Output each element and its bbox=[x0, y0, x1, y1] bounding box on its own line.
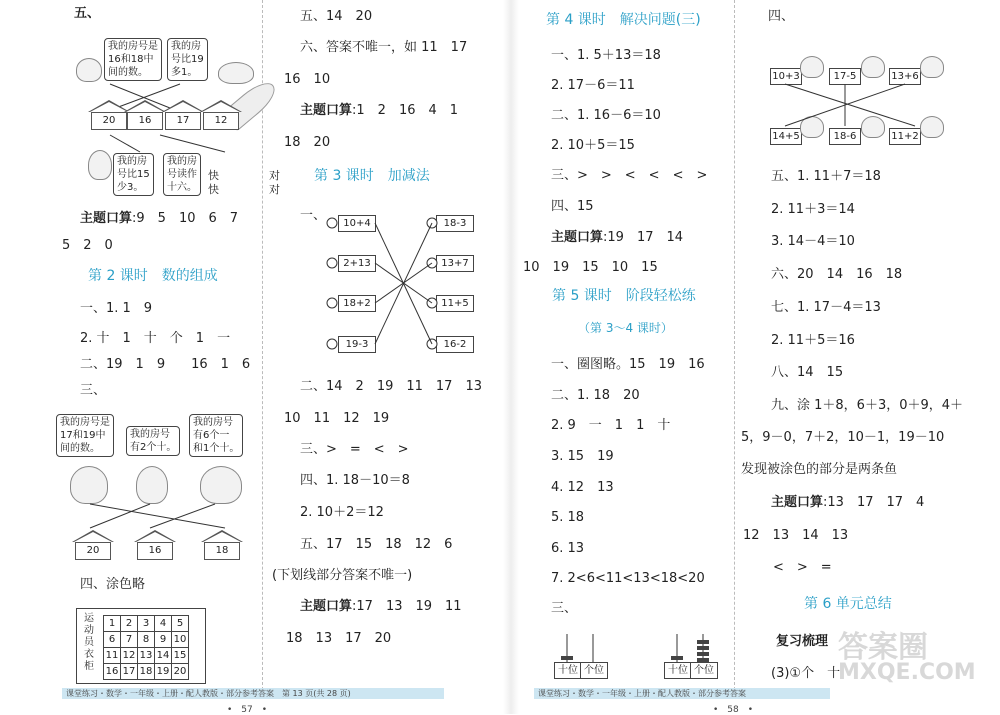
matching-lines bbox=[320, 210, 490, 360]
house: 20 bbox=[88, 100, 130, 130]
mental-math-values: :17 13 19 11 bbox=[352, 599, 462, 614]
answer-line: 2. 十 1 十 个 1 一 bbox=[80, 331, 231, 346]
number-grid: 1 2 3 4 5 6 7 8 9 10 11 12 13 14 15 16 17 18 19 20 bbox=[103, 615, 189, 680]
lesson-3-title: 第 3 课时 加减法 bbox=[314, 168, 430, 184]
answer-line: 五、1. 11＋7＝18 bbox=[771, 169, 881, 184]
answer-line: 6. 13 bbox=[551, 541, 585, 556]
side-text: 对 bbox=[269, 169, 280, 182]
answer-line: 四、1. 18－10＝8 bbox=[300, 473, 410, 488]
house: 16 bbox=[134, 530, 176, 560]
mental-math-values: 5 2 0 bbox=[62, 238, 113, 253]
answer-line: 发现被涂色的部分是两条鱼 bbox=[741, 462, 898, 477]
expression-box: 13+7 bbox=[436, 255, 474, 272]
answer-line: 10 11 12 19 bbox=[284, 411, 390, 426]
house: 18 bbox=[201, 530, 243, 560]
answer-line: 2. 11＋5＝16 bbox=[771, 333, 855, 348]
house: 16 bbox=[124, 100, 166, 130]
answer-line: 九、涂 1＋8，6＋3，0＋9，4＋ bbox=[771, 398, 964, 413]
place-label: 个位 bbox=[580, 662, 608, 679]
speech-bubble: 我的房 号读作 十六。 bbox=[163, 153, 201, 196]
mental-math-label: 主题口算 bbox=[80, 211, 133, 226]
note: (下划线部分答案不唯一) bbox=[272, 568, 413, 583]
cat-icon bbox=[70, 466, 108, 504]
mental-math-line bbox=[80, 211, 238, 227]
answer-line: 2. 10＋5＝15 bbox=[551, 138, 635, 153]
answer-line: 2. 9 一 1 1 十 bbox=[551, 418, 671, 433]
answer-line: 八、14 15 bbox=[771, 365, 844, 380]
section-5-heading: 五、 bbox=[74, 6, 101, 21]
answer-line: 2. 10＋2＝12 bbox=[300, 505, 384, 520]
answer-line: 4. 12 13 bbox=[551, 480, 614, 495]
page-number-right: • 58 • bbox=[713, 705, 754, 715]
answer-line: 一、 bbox=[300, 208, 327, 223]
speech-bubble: 我的房 号比19 多1。 bbox=[167, 38, 208, 81]
answer-line: 三、 bbox=[551, 601, 578, 616]
expression-box: 14+5 bbox=[770, 128, 802, 145]
answer-line: 16 10 bbox=[284, 72, 331, 87]
lesson-5-subtitle: （第 3～4 课时） bbox=[578, 321, 673, 335]
expression-box: 10+4 bbox=[338, 215, 376, 232]
answer-line: 二、19 1 9 16 1 6 bbox=[80, 357, 251, 372]
speech-bubble: 我的房号 有2个十。 bbox=[126, 426, 180, 456]
footer-left: 课堂练习・数学・一年级・上册・配人教版・部分参考答案 第 13 页(共 28 页) bbox=[62, 688, 444, 699]
unit-6-summary-title: 第 6 单元总结 bbox=[804, 596, 892, 612]
place-label: 十位 bbox=[664, 662, 692, 679]
answer-line: 一、1. 5＋13＝18 bbox=[551, 48, 661, 63]
cabinet-label-char: 员 bbox=[84, 637, 94, 648]
answer-line: 一、圈图略。15 19 16 bbox=[551, 357, 705, 372]
locker-cabinet bbox=[76, 608, 206, 684]
answer-line: 二、1. 16－6＝10 bbox=[551, 108, 661, 123]
answer-line: 三、 bbox=[80, 383, 107, 398]
lesson-4-title: 第 4 课时 解决问题(三) bbox=[546, 12, 701, 28]
expression-box: 16-2 bbox=[436, 336, 474, 353]
mental-math-values: 18 13 17 20 bbox=[286, 631, 392, 646]
answer-line: 2. 17－6＝11 bbox=[551, 78, 635, 93]
answer-line: 一、1. 1 9 bbox=[80, 301, 153, 316]
answer-line: 5，9－0，7＋2，10－1，19－10 bbox=[741, 430, 945, 445]
cabinet-label-char: 衣 bbox=[84, 649, 94, 660]
speech-bubble: 我的房号 有6个一 和1个十。 bbox=[189, 414, 243, 457]
side-text: 对 bbox=[269, 183, 280, 196]
mental-math-values: 10 19 15 10 15 bbox=[523, 260, 658, 275]
expression-box: 18-3 bbox=[436, 215, 474, 232]
expression-box: 18-6 bbox=[829, 128, 861, 145]
speech-bubble: 我的房号是 17和19中 间的数。 bbox=[56, 414, 114, 457]
mental-math-values: < > = bbox=[773, 560, 832, 575]
deer-icon bbox=[136, 466, 168, 504]
expression-box: 2+13 bbox=[338, 255, 376, 272]
column-divider bbox=[734, 0, 735, 690]
bird-icon bbox=[861, 56, 885, 78]
mental-math-line bbox=[300, 599, 462, 615]
mental-math-values: :9 5 10 6 7 bbox=[132, 211, 239, 226]
lesson-5-title: 第 5 课时 阶段轻松练 bbox=[552, 288, 696, 304]
mental-math-values: :19 17 14 bbox=[603, 230, 684, 245]
lesson-2-title: 第 2 课时 数的组成 bbox=[88, 268, 218, 284]
answer-line: 六、20 14 16 18 bbox=[771, 267, 903, 282]
answer-line: 2. 11＋3＝14 bbox=[771, 202, 855, 217]
answer-line: 3. 15 19 bbox=[551, 449, 614, 464]
mental-math-label: 主题口算 bbox=[771, 495, 824, 510]
answer-line: 四、15 bbox=[551, 199, 594, 214]
expression-box: 11+2 bbox=[889, 128, 921, 145]
expression-box: 17-5 bbox=[829, 68, 861, 85]
matching-lines bbox=[760, 80, 940, 130]
answer-line: 六、答案不唯一，如 11 17 bbox=[300, 40, 468, 55]
mental-math-values: 12 13 14 13 bbox=[743, 528, 849, 543]
house: 17 bbox=[162, 100, 204, 130]
side-text: 快 bbox=[208, 169, 219, 182]
side-text: 快 bbox=[208, 183, 219, 196]
cabinet-label-char: 动 bbox=[84, 625, 94, 636]
bird-icon bbox=[800, 56, 824, 78]
expression-box: 13+6 bbox=[889, 68, 921, 85]
answer-line: 二、1. 18 20 bbox=[551, 388, 640, 403]
expression-box: 18+2 bbox=[338, 295, 376, 312]
page-number-left: • 57 • bbox=[227, 705, 268, 715]
answer-line: 五、14 20 bbox=[300, 9, 373, 24]
answer-line: 四、 bbox=[768, 9, 795, 24]
dog-icon bbox=[200, 466, 242, 504]
mental-math-values: :13 17 17 4 bbox=[823, 495, 925, 510]
house: 12 bbox=[200, 100, 242, 130]
review-heading: 复习梳理 bbox=[776, 634, 829, 649]
place-label: 十位 bbox=[554, 662, 582, 679]
deer-icon bbox=[88, 150, 112, 180]
expression-box: 10+3 bbox=[770, 68, 802, 85]
answer-line: 18 20 bbox=[284, 135, 331, 150]
answer-line: 三、> > < < < > bbox=[551, 168, 708, 183]
expression-box: 19-3 bbox=[338, 336, 376, 353]
spine-divider bbox=[503, 0, 519, 714]
answer-line: 7. 2<6<11<13<18<20 bbox=[551, 571, 705, 586]
speech-bubble: 我的房号是 16和18中 间的数。 bbox=[104, 38, 162, 81]
expression-box: 11+5 bbox=[436, 295, 474, 312]
house: 20 bbox=[72, 530, 114, 560]
mental-math-values: :1 2 16 4 1 bbox=[352, 103, 459, 118]
mental-math-line bbox=[551, 230, 683, 246]
mental-math-line bbox=[771, 495, 924, 511]
cabinet-label-char: 运 bbox=[84, 613, 94, 624]
answer-line: 5. 18 bbox=[551, 510, 585, 525]
watermark-url: MXQE.COM bbox=[838, 660, 976, 685]
watermark-logo: 答案圈 bbox=[838, 630, 928, 665]
review-item: (3)①个 十 bbox=[771, 666, 841, 681]
bird-icon bbox=[920, 56, 944, 78]
answer-line: 三、> = < > bbox=[300, 442, 409, 457]
footer-right: 课堂练习・数学・一年级・上册・配人教版・部分参考答案 bbox=[534, 688, 830, 699]
mental-math-label: 主题口算 bbox=[300, 103, 353, 118]
cabinet-label-char: 柜 bbox=[84, 661, 94, 672]
answer-line: 四、涂色略 bbox=[80, 577, 146, 592]
mental-math-line bbox=[300, 103, 458, 119]
mental-math-label: 主题口算 bbox=[300, 599, 353, 614]
answer-line: 二、14 2 19 11 17 13 bbox=[300, 379, 482, 394]
answer-line: 3. 14－4＝10 bbox=[771, 234, 855, 249]
speech-bubble: 我的房 号比15 少3。 bbox=[113, 153, 154, 196]
answer-line: 五、17 15 18 12 6 bbox=[300, 537, 453, 552]
place-label: 个位 bbox=[690, 662, 718, 679]
mental-math-label: 主题口算 bbox=[551, 230, 604, 245]
answer-line: 七、1. 17－4＝13 bbox=[771, 300, 881, 315]
